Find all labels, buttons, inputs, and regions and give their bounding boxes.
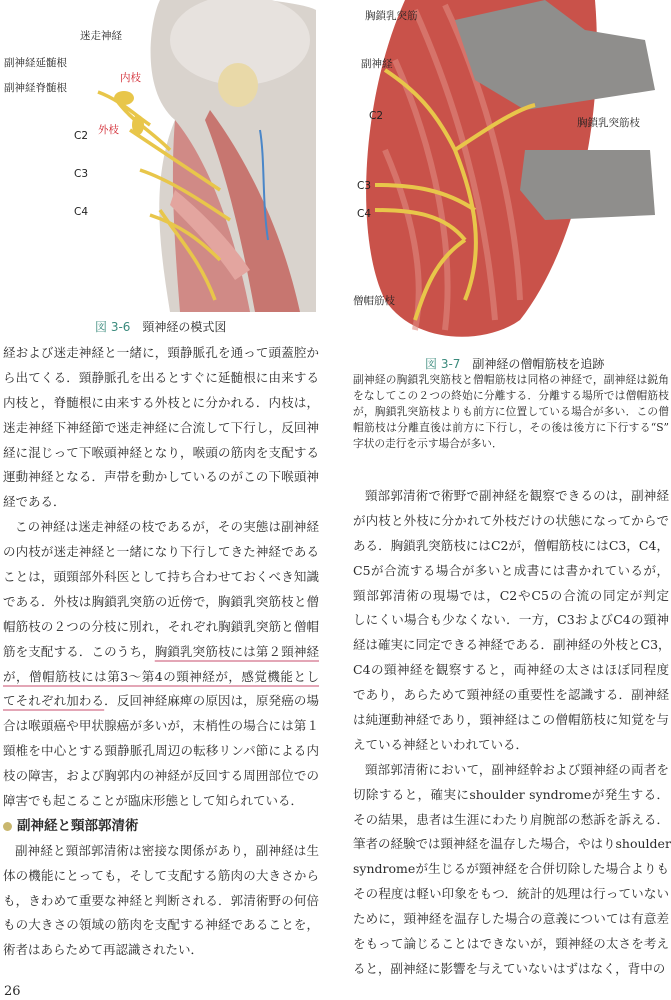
label-c3: C3 (74, 168, 89, 180)
cervical-nerve-illustration (0, 0, 316, 312)
label-c3: C3 (357, 180, 372, 192)
label-accessory-cranial-root: 副神経延髄根 (4, 57, 67, 69)
text-line: が内枝と外枝に分かれて外枝だけの状態になってからで (353, 512, 669, 528)
text-line (3, 540, 319, 565)
text-line: 頸部郭清術の現場では，C2やC5の合流の同定が判定 (353, 587, 669, 603)
label-internal-branch: 内枝 (120, 72, 141, 84)
label-c2: C2 (369, 110, 384, 122)
underlined-text: が，僧帽筋枝には第3〜第4の頸神経が，感覚機能とし (3, 668, 319, 684)
label-trapezius-branch: 僧帽筋枝 (353, 295, 395, 307)
section-heading-text: 副神経と頸部郭清術 (17, 817, 139, 834)
text-line: えている神経といわれている． (353, 736, 529, 752)
text-segment: 頸椎を中心とする頸静脈孔周辺の転移リンパ節による内 (3, 743, 319, 759)
text-line: 頸部郭清術において，副神経幹および頸神経の両者を (365, 761, 669, 777)
text-line: をもって論じることはできないが，頸神経の太さを考え (353, 936, 669, 952)
text-line: ら出てくる．頸静脈孔を出るとすぐに延髄根に由来する (3, 369, 319, 385)
text-segment: 帽筋枝の２つの分枝に別れ，それぞれ胸鎖乳突筋と僧帽 (3, 618, 319, 634)
text-line: ある．胸鎖乳突筋枝にはC2が，僧帽筋枝にはC3，C4， (353, 537, 669, 553)
figure-number: 図 3-7 (425, 357, 461, 371)
text-line: C5が合流する場合が多いと成書には書かれているが， (353, 562, 669, 578)
text-line: 術者はあらためて再認識されたい． (3, 942, 204, 958)
text-segment: 筋を支配する．このうち， (3, 643, 155, 659)
text-segment: この神経は迷走神経の枝であるが，その実態は副神経 (15, 519, 319, 535)
text-line: syndromeが生じるが頸神経を合併切除した場合よりも (353, 861, 669, 877)
figure-title: 副神経の僧帽筋枝を追跡 (472, 357, 605, 371)
text-line (3, 764, 319, 789)
text-segment: 障害でも起こることが臨床形態として知られている． (3, 793, 304, 809)
figure-number: 図 3-6 (95, 320, 131, 334)
text-segment: の内枝が迷走神経と一緒になり下行してきた神経である (3, 544, 319, 560)
text-line: ために，頸神経を温存した場合の意義については有意差 (353, 911, 669, 927)
text-line (3, 714, 319, 739)
heading-bullet-icon (3, 822, 12, 831)
text-line: 切除すると，確実にshoulder syndromeが発生する． (353, 786, 669, 802)
text-line: その結果，患者は生涯にわたり肩腕部の愁訴を訴える． (353, 811, 669, 827)
text-line: も，きわめて重要な神経と判断される．郭清術野の何倍 (3, 892, 319, 908)
text-segment: 枝の障害，および胸郭内の神経が反回する周囲部位での (3, 768, 319, 784)
label-external-branch: 外枝 (98, 124, 119, 136)
text-segment: ことは，頭頸部外科医として持ち合わせておくべき知識 (3, 569, 319, 585)
text-line: 経は確実に同定できる神経である．副神経の外枝とC3， (353, 637, 671, 653)
text-line: 迷走神経下神経節で迷走神経に合流して下行し，反回神 (3, 419, 319, 435)
text-line: は純運動神経であり，頸神経はこの僧帽筋枝に知覚を与 (353, 712, 669, 728)
underlined-text: てそれぞれ加わる (3, 693, 105, 709)
text-line: 筆者の経験では頸神経を温存した場合，やはりshoulder (353, 836, 671, 852)
text-line: 頸部郭清術で術野で副神経を観察できるのは，副神経 (365, 488, 669, 503)
left-column (3, 341, 319, 963)
figure-3-7-description (353, 372, 669, 452)
label-accessory-nerve: 副神経 (361, 58, 393, 70)
figure-title: 頸神経の模式図 (142, 320, 227, 334)
section-heading (3, 814, 319, 839)
text-segment: ．反回神経麻痺の原因は，原発癌の場 (104, 693, 319, 709)
figure-3-7-caption (425, 355, 604, 372)
label-scm-branch: 胸鎖乳突筋枝 (577, 117, 640, 129)
text-line: 経である． (3, 494, 66, 510)
text-line (3, 665, 319, 690)
text-line (3, 739, 319, 764)
text-line: 体の機能にとっても，そして支配する筋肉の大きさから (3, 867, 319, 883)
label-sternocleidomastoid: 胸鎖乳突筋 (365, 10, 418, 22)
figure-3-7 (345, 0, 661, 345)
text-line: 内枝と，脊髄根に由来する外枝とに分かれる．内枝は， (3, 394, 319, 410)
text-line: 帽筋枝は分離直後は前方に下行し，その後は後方に下行する“S” (353, 421, 669, 434)
text-line: 副神経と頸部郭清術は密接な関係があり，副神経は生 (15, 842, 319, 858)
text-line: 経に混じって下喉頭神経となり，喉頭の筋肉を支配する (3, 444, 319, 460)
text-line (3, 689, 319, 714)
text-line (3, 615, 319, 640)
text-line: 副神経の胸鎖乳突筋枝と僧帽筋枝は同格の神経で，副神経は鋭角 (353, 373, 669, 386)
text-line (3, 640, 319, 665)
text-line: 運動神経となる．声帯を動かしているのがこの下喉頭神 (3, 469, 319, 485)
text-line: その程度は軽い印象をもつ．統計的処理は行っていない (353, 886, 669, 902)
label-c4: C4 (357, 208, 372, 220)
text-line (3, 565, 319, 590)
text-segment: 合は喉頭癌や甲状腺癌が多いが，末梢性の場合には第１ (3, 718, 319, 734)
text-line: しにくい場合も少なくない．一方，C3およびC4の頸神 (353, 612, 669, 628)
label-vagus-nerve: 迷走神経 (80, 30, 122, 42)
right-column (353, 484, 669, 982)
figure-3-6-caption (95, 318, 226, 335)
text-line (3, 789, 319, 814)
text-line (3, 515, 319, 540)
label-c4: C4 (74, 206, 89, 218)
figure-3-6 (0, 0, 316, 312)
page-number: 26 (4, 984, 21, 999)
label-c2: C2 (74, 130, 89, 142)
text-line (3, 590, 319, 615)
text-line: ると，副神経に影響を与えていないはずはなく，背中の (353, 960, 666, 976)
underlined-text: 胸鎖乳突筋枝には第２頸神経 (154, 643, 319, 659)
text-line: をなしてこの２つの終始に分離する．分離する場所では僧帽筋枝 (353, 389, 669, 402)
label-accessory-spinal-root: 副神経脊髄根 (4, 82, 67, 94)
text-line: C4の頸神経を観察すると，両神経の太さはほぼ同程度 (353, 662, 669, 678)
text-line: もの大きさの領域の筋肉を支配する神経であることを， (3, 917, 319, 933)
text-line: が，胸鎖乳突筋枝よりも前方に位置している場合が多い．この僧 (353, 405, 669, 418)
text-line: 経および迷走神経と一緒に，頸静脈孔を通って頭蓋腔か (3, 345, 319, 360)
text-segment: である．外枝は胸鎖乳突筋の近傍で，胸鎖乳突筋枝と僧 (3, 593, 319, 609)
text-line: 字状の走行を示す場合が多い． (353, 437, 503, 450)
text-line: であり，あらためて頸神経の重要性を認識する．副神経 (353, 687, 669, 703)
